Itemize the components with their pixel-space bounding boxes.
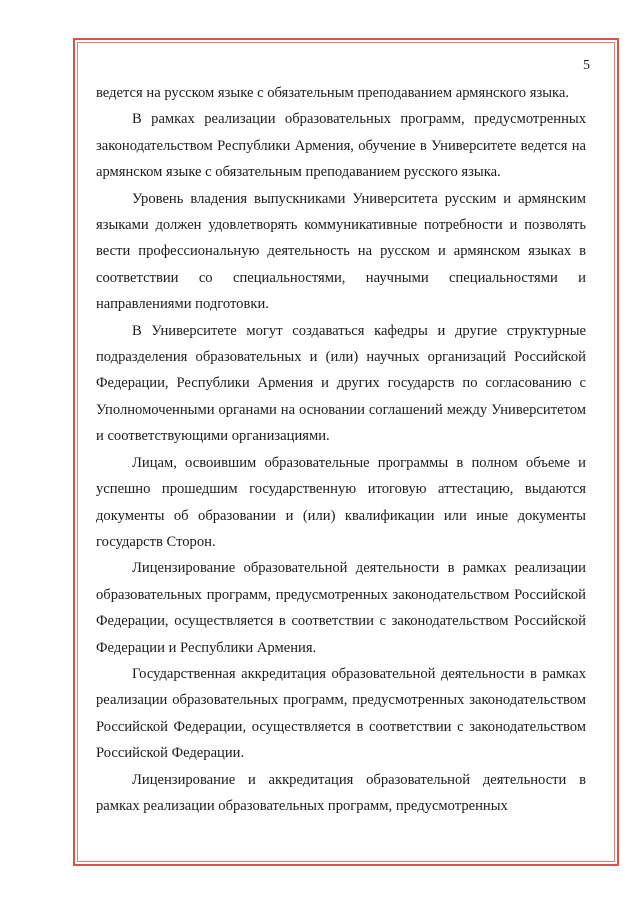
paragraph-continued: ведется на русском языке с обязательным преподаванием армянского языка. [96, 85, 570, 101]
paragraph-accreditation: Государственная аккредитация образовательной деятельности в рамках реализации образовательных программ, предусмотренных законодательством Российской Федерации, осуществляется в соответствии с законодательством Российской Федерации. [96, 665, 586, 762]
page-number: 5 [583, 58, 590, 73]
document-body [96, 80, 586, 819]
paragraph-licensing-accreditation: Лицензирование и аккредитация образовательной деятельности в рамках реализации образовательных программ, предусмотренных [96, 771, 586, 814]
paragraph-language-proficiency: Уровень владения выпускниками Университета русским и армянским языками должен удовлетворять коммуникативные потребности и позволять вести профессиональную деятельность на русском и армянском языках в соответствии со специальностями, научными специальностями и направлениями подготовки. [96, 190, 586, 313]
paragraph-graduation-documents: Лицам, освоившим образовательные программы в полном объеме и успешно прошедшим государственную итоговую аттестацию, выдаются документы об образовании и (или) квалификации или иные документы государств Сторон. [96, 454, 586, 550]
paragraph-licensing: Лицензирование образовательной деятельности в рамках реализации образовательных программ, предусмотренных законодательством Российской Федерации, осуществляется в соответствии с законодательством Российской Федерации и Республики Армения. [96, 560, 586, 656]
paragraph-language-of-instruction: В рамках реализации образовательных программ, предусмотренных законодательством Республики Армения, обучение в Университете ведется на армянском языке с обязательным преподаванием русского языка. [96, 111, 586, 181]
paragraph-departments: В Университете могут создаваться кафедры и другие структурные подразделения образовательных и (или) научных организаций Российской Федерации, Республики Армения и других государств по согласованию с Уполномоченными органами на основании соглашений между Университетом и соответствующими организациями. [96, 322, 586, 445]
